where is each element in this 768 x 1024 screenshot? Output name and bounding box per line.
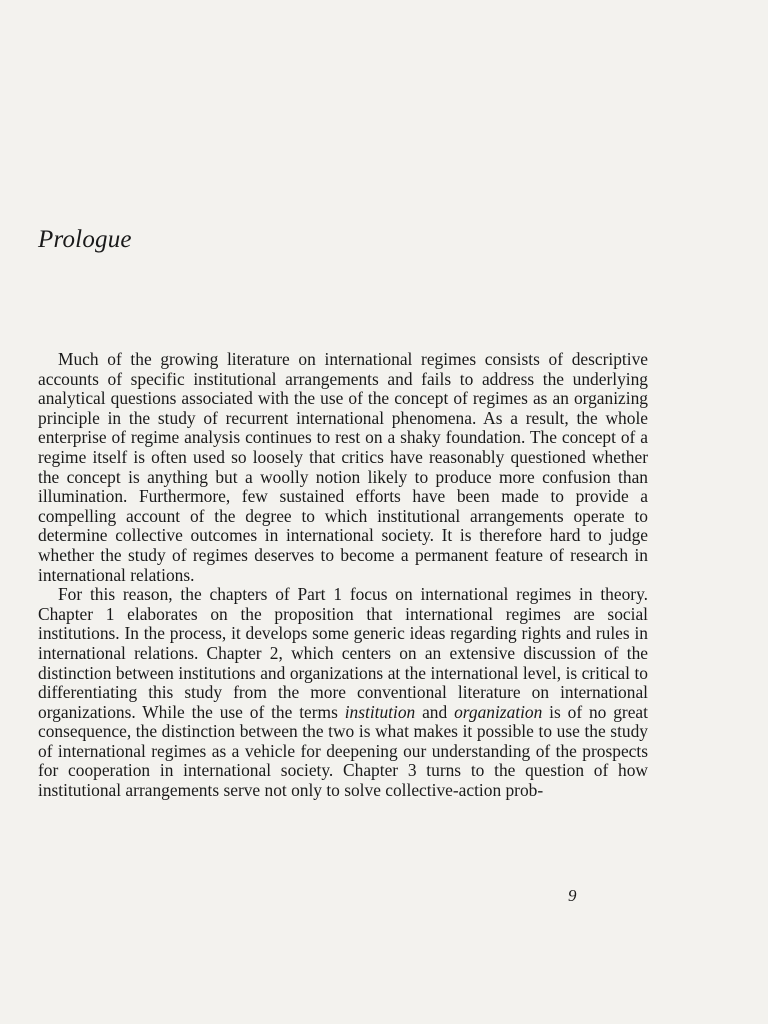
chapter-title: Prologue	[38, 226, 132, 253]
page-number: 9	[568, 886, 577, 905]
italic-term-organization: organization	[454, 701, 543, 722]
text-segment: Much of the growing literature on international regimes consists of descriptive accounts of specific institutional arrangements and fails to address the underlying analytical questions associated with the use of the concept of regimes as an organizing principle in the study of recurrent international phenomena. As a result, the whole enterprise of regime analysis continues to rest on a shaky foundation. The concept of a regime itself is often used so loosely that critics have reasonably questioned whether the concept is anything but a woolly notion likely to produce more confusion than illumination. Furthermore, few sustained efforts have been made to provide a compelling account of the degree to which institutional arrangements operate to determine collective outcomes in international society. It is therefore hard to judge whether the study of regimes deserves to become a permanent feature of research in international relations.	[38, 349, 648, 585]
text-segment: is of no great consequence, the distinction between the two is what makes it possible to use the study of international regimes as a vehicle for deepening our understanding of the prospects for cooperation in international society. Chapter 3 turns to the question of how institutional arrangements serve not only to solve collective-action prob-	[38, 701, 648, 801]
paragraph	[38, 350, 648, 585]
text-segment: For this reason, the chapters of Part 1 focus on international regimes in theory. Chapter 1 elaborates on the proposition that international regimes are social institutions. In the process, it develops some generic ideas regarding rights and rules in international relations. Chapter 2, which centers on an extensive discussion of the distinction between institutions and organizations at the international level, is critical to differentiating this study from the more conventional literature on international organizations. While the use of the terms	[38, 584, 648, 722]
paragraph	[38, 585, 648, 801]
italic-term-institution: institution	[344, 701, 416, 722]
text-segment: and	[415, 701, 455, 722]
body-text	[38, 350, 648, 801]
